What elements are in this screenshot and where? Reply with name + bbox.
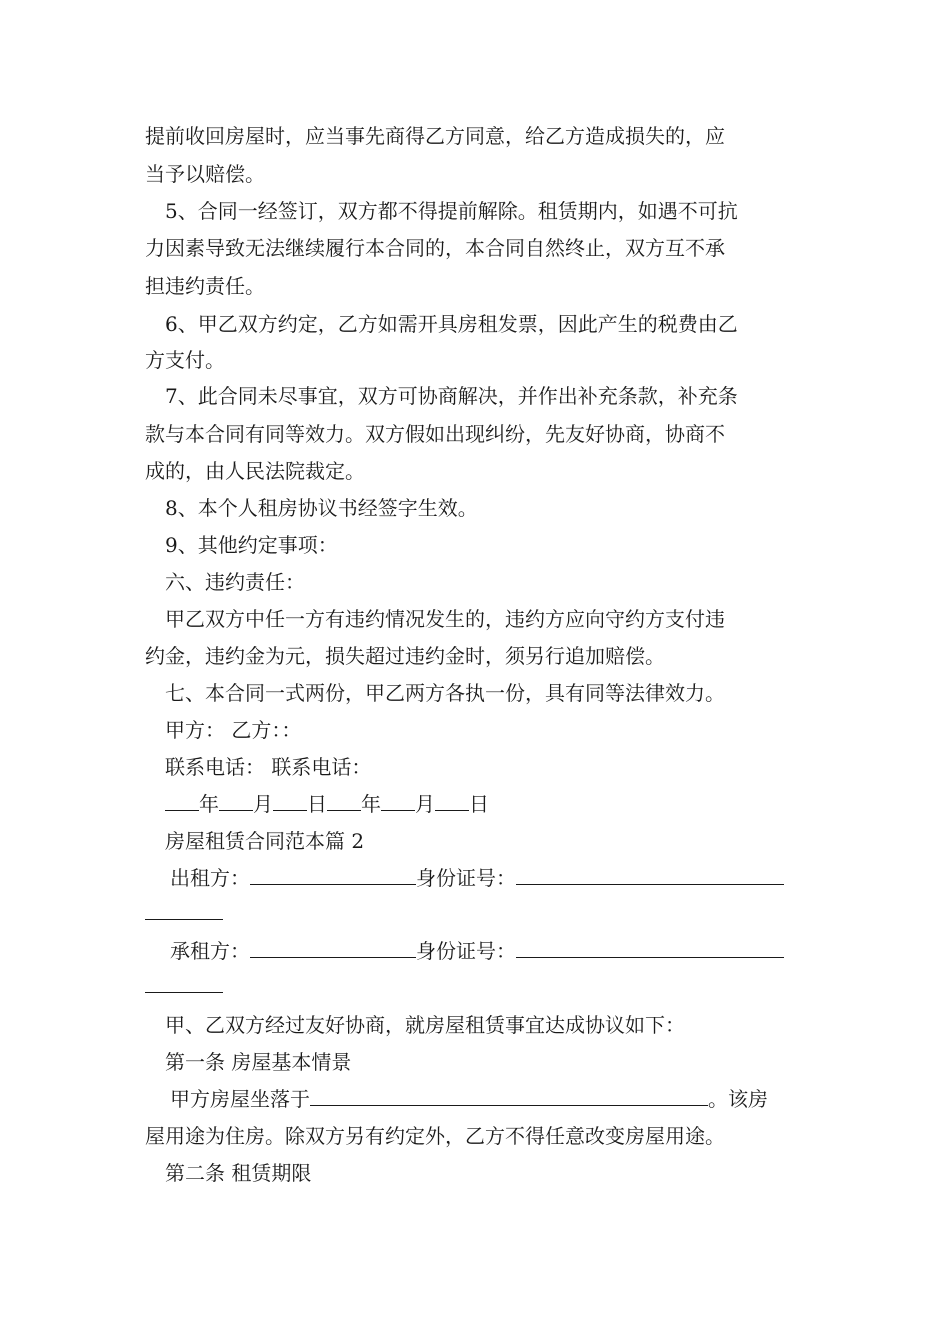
- clause-7-line: 7、此合同未尽事宜，双方可协商解决，并作出补充条款，补充条: [165, 384, 738, 408]
- text-line: 屋用途为住房。除双方另有约定外，乙方不得任意改变房屋用途。: [145, 1124, 725, 1148]
- text-line: 约金，违约金为元，损失超过违约金时，须另行追加赔偿。: [145, 644, 665, 668]
- text-line: 力因素导致无法继续履行本合同的，本合同自然终止，双方互不承: [145, 236, 725, 260]
- clause-9-line: 9、其他约定事项：: [165, 533, 338, 557]
- text-line: 款与本合同有同等效力。双方假如出现纠纷，先友好协商，协商不: [145, 422, 725, 446]
- article-2-title: 第二条 租赁期限: [165, 1161, 312, 1185]
- text-line: 提前收回房屋时，应当事先商得乙方同意，给乙方造成损失的，应: [145, 124, 725, 148]
- section-title: 房屋租赁合同范本篇 2: [165, 829, 365, 853]
- agreement-intro: 甲、乙双方经过友好协商，就房屋租赁事宜达成协议如下：: [165, 1013, 685, 1037]
- lessee-line: 承租方： 身份证号：: [170, 939, 815, 963]
- date-line: 年 月 日 年 月 日: [165, 792, 835, 816]
- lessor-line: 出租方： 身份证号：: [170, 866, 815, 890]
- clause-8-line: 8、本个人租房协议书经签字生效。: [165, 496, 478, 520]
- underline-blank: [145, 992, 223, 993]
- clause-6-line: 6、甲乙双方约定，乙方如需开具房租发票，因此产生的税费由乙: [165, 312, 738, 336]
- section-heading: 七、本合同一式两份，甲乙两方各执一份，具有同等法律效力。: [165, 681, 725, 705]
- contact-phone-line: 联系电话： 联系电话：: [165, 755, 372, 779]
- underline-blank: [145, 919, 223, 920]
- text-line: 甲乙双方中任一方有违约情况发生的，违约方应向守约方支付违: [165, 607, 725, 631]
- clause-5-line: 5、合同一经签订，双方都不得提前解除。租赁期内，如遇不可抗: [165, 199, 738, 223]
- text-line: 成的，由人民法院裁定。: [145, 459, 365, 483]
- article-1-title: 第一条 房屋基本情景: [165, 1050, 352, 1074]
- text-line: 当予以赔偿。: [145, 162, 265, 186]
- article-1-location-line: 甲方房屋坐落于 。该房: [170, 1087, 768, 1111]
- text-line: 方支付。: [145, 348, 225, 372]
- text-line: 担违约责任。: [145, 274, 265, 298]
- signature-line: 甲方： 乙方：：: [165, 718, 302, 742]
- section-heading: 六、违约责任：: [165, 570, 305, 594]
